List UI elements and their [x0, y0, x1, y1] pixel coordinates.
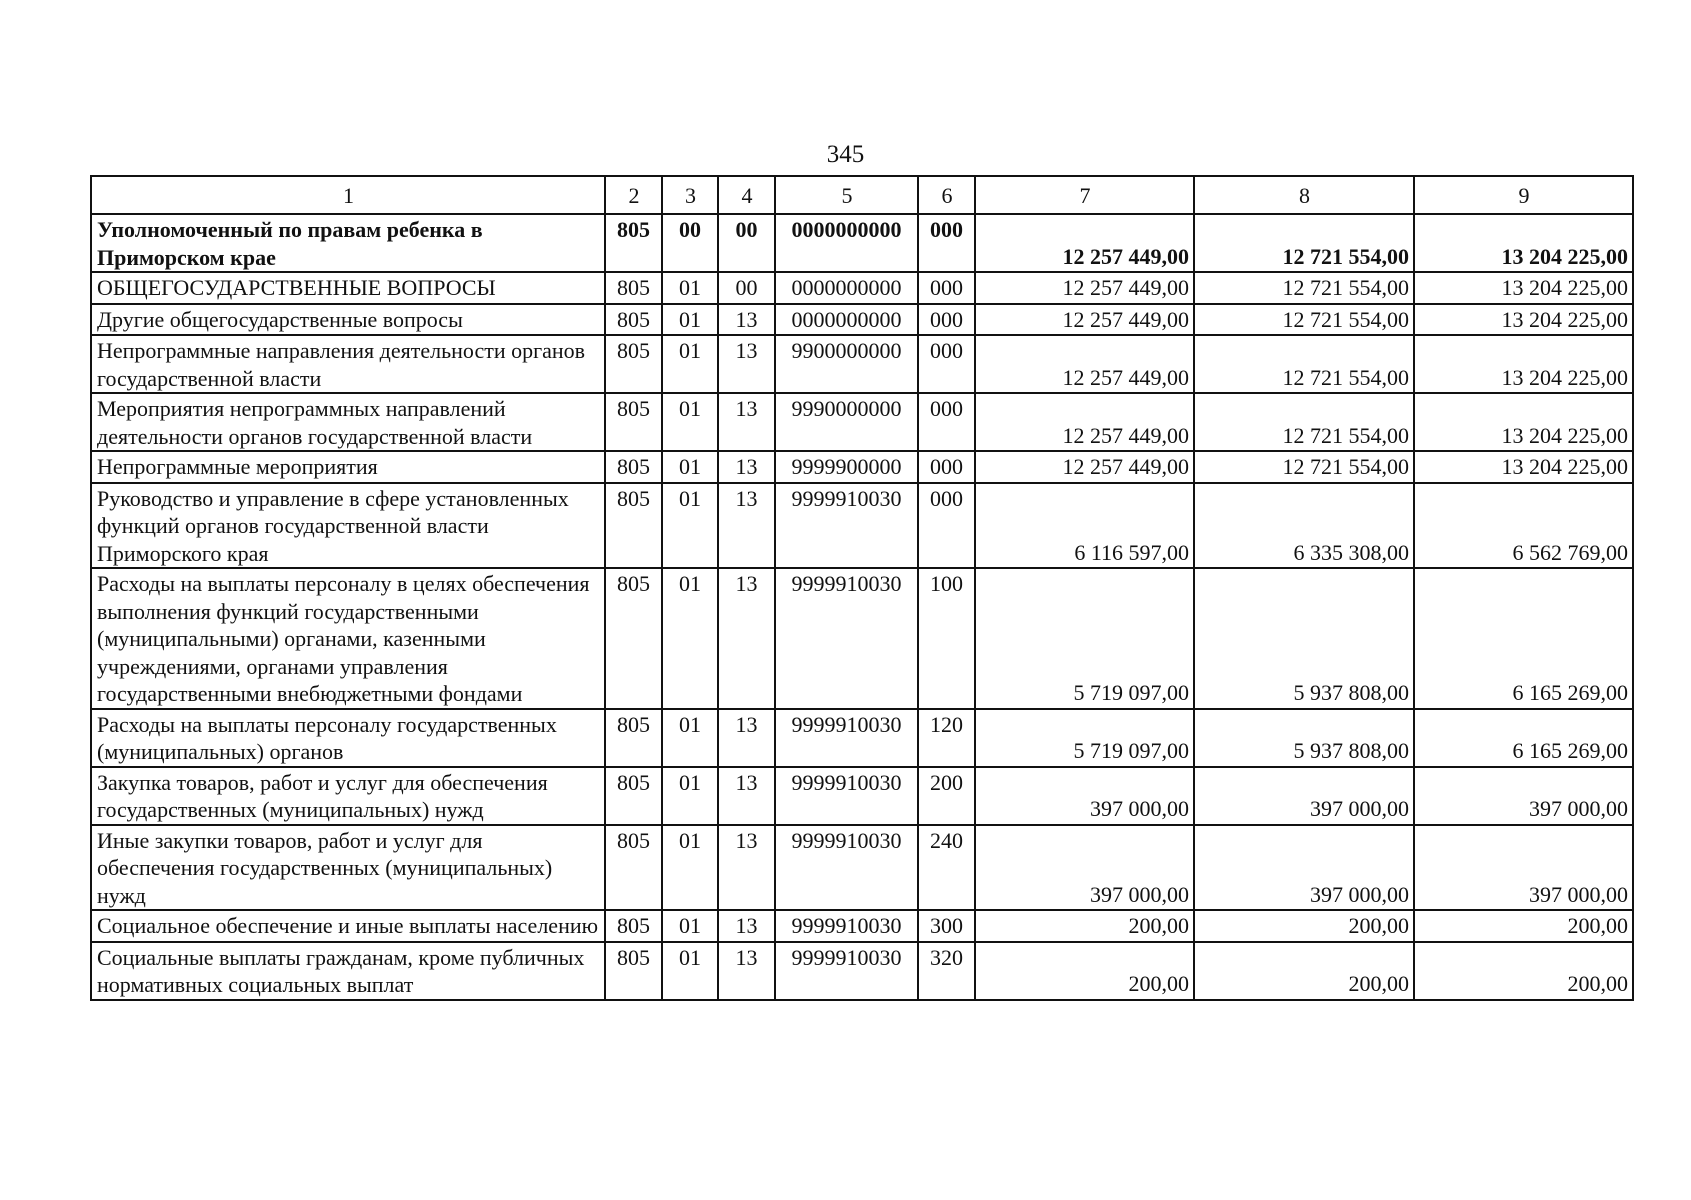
subsection-code: 13 — [718, 942, 775, 1000]
amount-year-1: 5 719 097,00 — [975, 568, 1194, 709]
table-row — [91, 825, 1633, 911]
amount-year-3: 6 165 269,00 — [1414, 709, 1633, 767]
expense-type-code: 240 — [918, 825, 975, 911]
table-row — [91, 910, 1633, 942]
expense-type-code: 000 — [918, 272, 975, 304]
amount-year-2: 12 721 554,00 — [1194, 272, 1414, 304]
amount-year-3: 200,00 — [1414, 910, 1633, 942]
amount-year-1: 12 257 449,00 — [975, 272, 1194, 304]
amount-year-3: 397 000,00 — [1414, 767, 1633, 825]
section-code: 01 — [662, 451, 718, 483]
expense-type-code: 200 — [918, 767, 975, 825]
subsection-code: 13 — [718, 304, 775, 336]
amount-year-1: 200,00 — [975, 942, 1194, 1000]
section-code: 01 — [662, 825, 718, 911]
subsection-code: 13 — [718, 393, 775, 451]
table-row — [91, 942, 1633, 1000]
amount-year-1: 6 116 597,00 — [975, 483, 1194, 569]
amount-year-2: 397 000,00 — [1194, 825, 1414, 911]
row-name: Социальное обеспечение и иные выплаты населению — [91, 910, 605, 942]
subsection-code: 13 — [718, 451, 775, 483]
table-row — [91, 709, 1633, 767]
amount-year-1: 12 257 449,00 — [975, 214, 1194, 272]
amount-year-1: 397 000,00 — [975, 767, 1194, 825]
expense-type-code: 300 — [918, 910, 975, 942]
amount-year-2: 6 335 308,00 — [1194, 483, 1414, 569]
table-row — [91, 393, 1633, 451]
amount-year-3: 13 204 225,00 — [1414, 393, 1633, 451]
expense-type-code: 120 — [918, 709, 975, 767]
section-code: 01 — [662, 335, 718, 393]
budget-table — [90, 175, 1634, 1001]
section-code: 01 — [662, 393, 718, 451]
target-article-code: 0000000000 — [775, 304, 918, 336]
target-article-code: 9999910030 — [775, 767, 918, 825]
ministry-code: 805 — [605, 910, 662, 942]
ministry-code: 805 — [605, 451, 662, 483]
target-article-code: 9990000000 — [775, 393, 918, 451]
amount-year-3: 6 562 769,00 — [1414, 483, 1633, 569]
amount-year-2: 12 721 554,00 — [1194, 335, 1414, 393]
subsection-code: 00 — [718, 272, 775, 304]
amount-year-3: 200,00 — [1414, 942, 1633, 1000]
row-name: Уполномоченный по правам ребенка в Приморском крае — [91, 214, 605, 272]
ministry-code: 805 — [605, 942, 662, 1000]
table-row — [91, 451, 1633, 483]
amount-year-3: 13 204 225,00 — [1414, 451, 1633, 483]
amount-year-3: 13 204 225,00 — [1414, 272, 1633, 304]
amount-year-1: 5 719 097,00 — [975, 709, 1194, 767]
subsection-code: 13 — [718, 335, 775, 393]
table-row — [91, 568, 1633, 709]
column-number-row — [91, 176, 1633, 214]
expense-type-code: 100 — [918, 568, 975, 709]
ministry-code: 805 — [605, 767, 662, 825]
target-article-code: 0000000000 — [775, 272, 918, 304]
column-header: 3 — [662, 176, 718, 214]
amount-year-1: 12 257 449,00 — [975, 335, 1194, 393]
ministry-code: 805 — [605, 568, 662, 709]
section-code: 01 — [662, 272, 718, 304]
target-article-code: 9999910030 — [775, 483, 918, 569]
target-article-code: 9999910030 — [775, 709, 918, 767]
expense-type-code: 000 — [918, 304, 975, 336]
ministry-code: 805 — [605, 393, 662, 451]
amount-year-2: 5 937 808,00 — [1194, 709, 1414, 767]
amount-year-2: 12 721 554,00 — [1194, 304, 1414, 336]
expense-type-code: 000 — [918, 451, 975, 483]
row-name: ОБЩЕГОСУДАРСТВЕННЫЕ ВОПРОСЫ — [91, 272, 605, 304]
section-code: 00 — [662, 214, 718, 272]
ministry-code: 805 — [605, 335, 662, 393]
amount-year-3: 397 000,00 — [1414, 825, 1633, 911]
column-header: 1 — [91, 176, 605, 214]
amount-year-3: 13 204 225,00 — [1414, 304, 1633, 336]
target-article-code: 9999910030 — [775, 568, 918, 709]
row-name: Мероприятия непрограммных направлений деятельности органов государственной власти — [91, 393, 605, 451]
row-name: Социальные выплаты гражданам, кроме публичных нормативных социальных выплат — [91, 942, 605, 1000]
amount-year-1: 200,00 — [975, 910, 1194, 942]
expense-type-code: 000 — [918, 335, 975, 393]
amount-year-2: 12 721 554,00 — [1194, 214, 1414, 272]
table-row — [91, 214, 1633, 272]
row-name: Непрограммные мероприятия — [91, 451, 605, 483]
ministry-code: 805 — [605, 709, 662, 767]
section-code: 01 — [662, 709, 718, 767]
column-header: 8 — [1194, 176, 1414, 214]
table-row — [91, 272, 1633, 304]
column-header: 2 — [605, 176, 662, 214]
target-article-code: 9999910030 — [775, 942, 918, 1000]
ministry-code: 805 — [605, 304, 662, 336]
amount-year-3: 13 204 225,00 — [1414, 335, 1633, 393]
target-article-code: 0000000000 — [775, 214, 918, 272]
column-header: 7 — [975, 176, 1194, 214]
column-header: 6 — [918, 176, 975, 214]
subsection-code: 13 — [718, 825, 775, 911]
amount-year-2: 200,00 — [1194, 910, 1414, 942]
row-name: Руководство и управление в сфере установленных функций органов государственной власти Приморского края — [91, 483, 605, 569]
section-code: 01 — [662, 942, 718, 1000]
target-article-code: 9900000000 — [775, 335, 918, 393]
ministry-code: 805 — [605, 272, 662, 304]
ministry-code: 805 — [605, 214, 662, 272]
row-name: Закупка товаров, работ и услуг для обеспечения государственных (муниципальных) нужд — [91, 767, 605, 825]
table-row — [91, 335, 1633, 393]
amount-year-2: 200,00 — [1194, 942, 1414, 1000]
table-row — [91, 483, 1633, 569]
section-code: 01 — [662, 304, 718, 336]
ministry-code: 805 — [605, 825, 662, 911]
amount-year-2: 12 721 554,00 — [1194, 393, 1414, 451]
expense-type-code: 000 — [918, 214, 975, 272]
subsection-code: 13 — [718, 910, 775, 942]
amount-year-1: 12 257 449,00 — [975, 393, 1194, 451]
row-name: Иные закупки товаров, работ и услуг для обеспечения государственных (муниципальных) нужд — [91, 825, 605, 911]
subsection-code: 13 — [718, 568, 775, 709]
page-number: 345 — [826, 141, 865, 168]
section-code: 01 — [662, 568, 718, 709]
row-name: Непрограммные направления деятельности органов государственной власти — [91, 335, 605, 393]
subsection-code: 13 — [718, 483, 775, 569]
table-row — [91, 767, 1633, 825]
amount-year-2: 397 000,00 — [1194, 767, 1414, 825]
column-header: 9 — [1414, 176, 1633, 214]
subsection-code: 13 — [718, 709, 775, 767]
table-row — [91, 304, 1633, 336]
amount-year-1: 12 257 449,00 — [975, 451, 1194, 483]
amount-year-3: 6 165 269,00 — [1414, 568, 1633, 709]
row-name: Другие общегосударственные вопросы — [91, 304, 605, 336]
ministry-code: 805 — [605, 483, 662, 569]
amount-year-3: 13 204 225,00 — [1414, 214, 1633, 272]
section-code: 01 — [662, 767, 718, 825]
column-header: 5 — [775, 176, 918, 214]
target-article-code: 9999900000 — [775, 451, 918, 483]
target-article-code: 9999910030 — [775, 910, 918, 942]
row-name: Расходы на выплаты персоналу государственных (муниципальных) органов — [91, 709, 605, 767]
amount-year-2: 12 721 554,00 — [1194, 451, 1414, 483]
column-header: 4 — [718, 176, 775, 214]
row-name: Расходы на выплаты персоналу в целях обеспечения выполнения функций государственными (муниципальными) органами, казенными учреждениями, органами управления государственными внебюджетными фондами — [91, 568, 605, 709]
target-article-code: 9999910030 — [775, 825, 918, 911]
amount-year-2: 5 937 808,00 — [1194, 568, 1414, 709]
amount-year-1: 397 000,00 — [975, 825, 1194, 911]
expense-type-code: 000 — [918, 483, 975, 569]
subsection-code: 13 — [718, 767, 775, 825]
section-code: 01 — [662, 483, 718, 569]
subsection-code: 00 — [718, 214, 775, 272]
amount-year-1: 12 257 449,00 — [975, 304, 1194, 336]
expense-type-code: 000 — [918, 393, 975, 451]
section-code: 01 — [662, 910, 718, 942]
expense-type-code: 320 — [918, 942, 975, 1000]
